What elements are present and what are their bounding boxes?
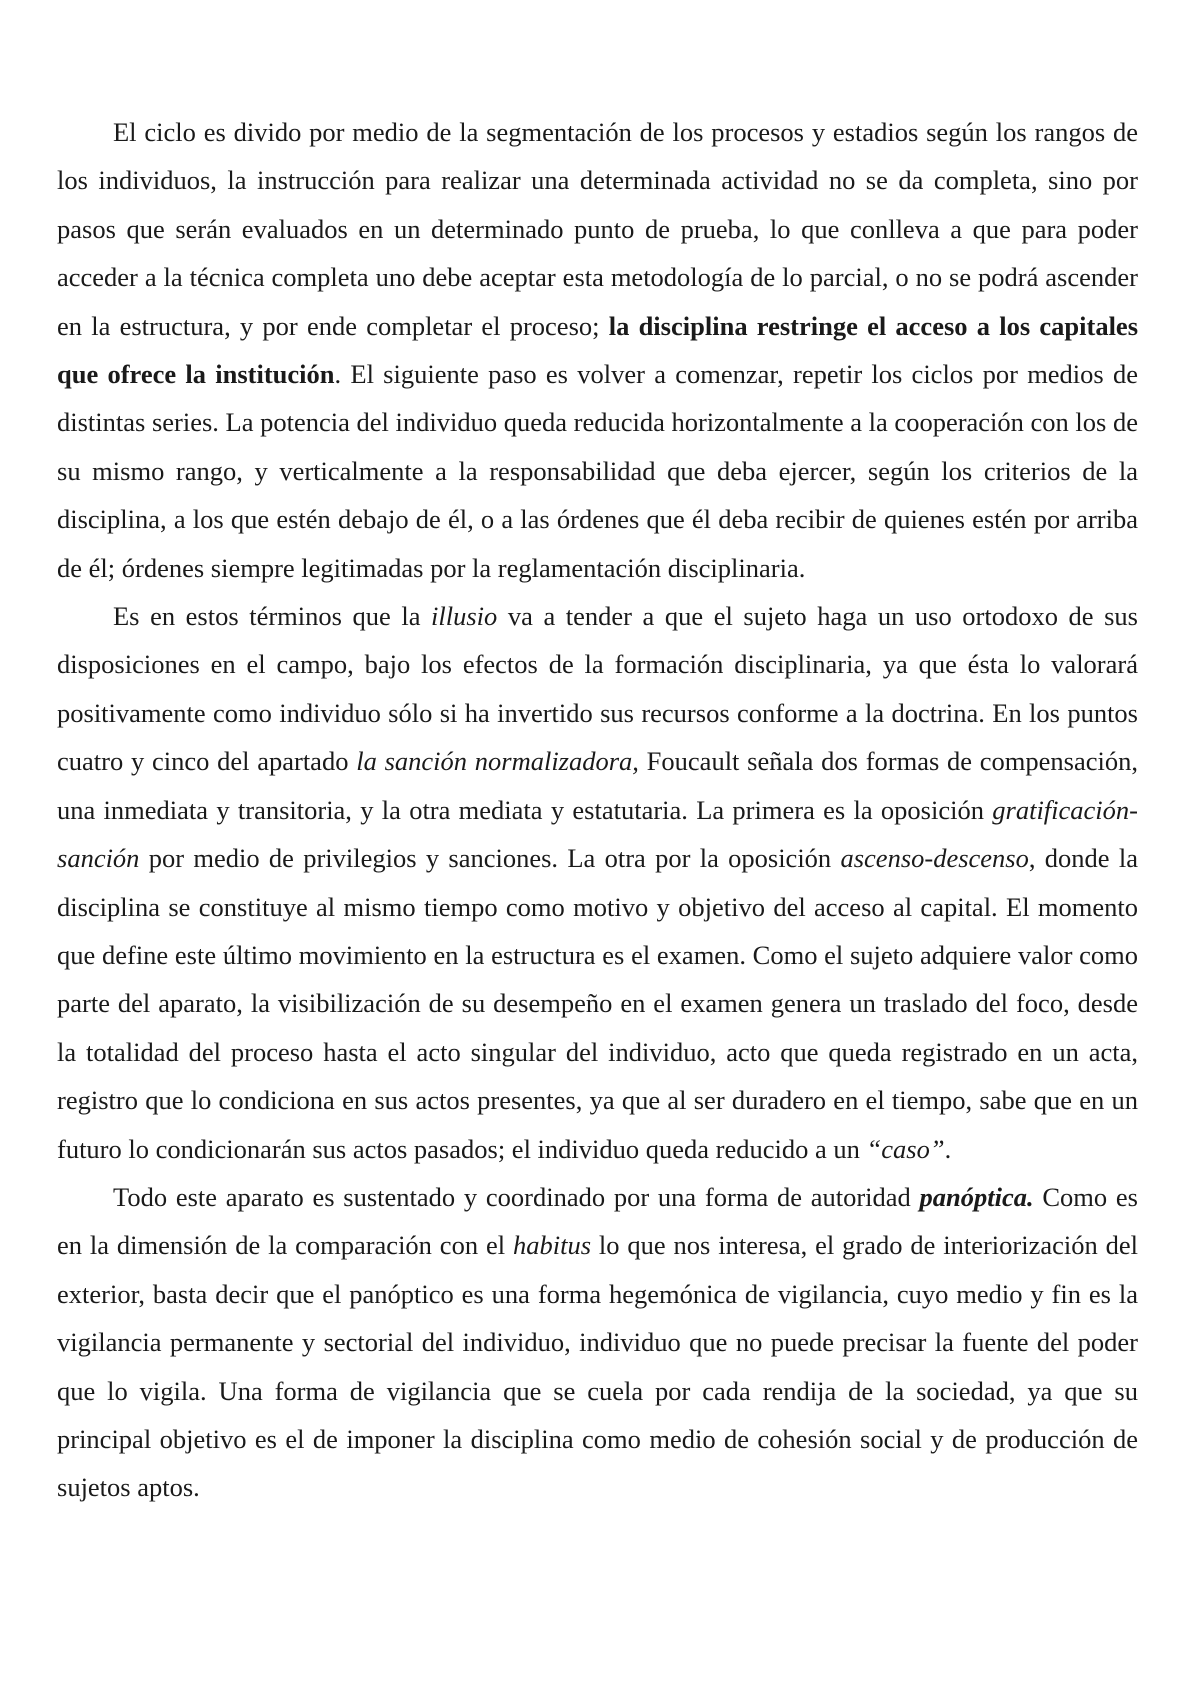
document-page: [57, 108, 1138, 1512]
text-run: lo que nos interesa, el grado de interiorización del exterior, basta decir que el panóptico es una forma hegemónica de vigilancia, cuyo medio y fin es la vigilancia permanente y sectorial del individuo, individuo que no puede precisar la fuente del poder que lo vigila. Una forma de vigilancia que se cuela por cada rendija de la sociedad, ya que su principal objetivo es el de imponer la disciplina como medio de cohesión social y de producción de sujetos aptos.: [57, 1230, 1139, 1503]
italic-text-run: la sanción normalizadora,: [356, 746, 639, 777]
paragraph-3: [57, 1173, 1138, 1512]
paragraph-2: [57, 592, 1138, 1173]
italic-text-run: gratificación-sanción: [57, 794, 1138, 874]
text-run: , donde la disciplina se constituye al mismo tiempo como motivo y objetivo del acceso al capital. El momento que define este último movimiento en la estructura es el examen. Como el sujeto adquiere valor como parte del aparato, la visibilización de su desempeño en el examen genera un traslado del foco, desde la totalidad del proceso hasta el acto singular del individuo, acto que queda registrado en un acta, registro que lo condiciona en sus actos presentes, ya que al ser duradero en el tiempo, sabe que en un futuro lo condicionarán sus actos pasados; el individuo queda reducido a un: [57, 843, 1138, 1164]
italic-text-run: illusio: [431, 601, 498, 632]
italic-text-run: habitus: [512, 1230, 592, 1261]
paragraph-1: [57, 108, 1138, 592]
text-run: Foucault señala dos formas de compensación, una inmediata y transitoria, y la otra mediata y estatutaria. La primera es la oposición: [57, 746, 1139, 825]
italic-text-run: ascenso-descenso: [840, 843, 1029, 874]
text-run: Es en estos términos que la: [113, 601, 432, 632]
bold-italic-text-run: panóptica.: [919, 1181, 1034, 1212]
text-run: por medio de privilegios y sanciones. La otra por la oposición: [139, 843, 841, 874]
italic-text-run: “caso”: [866, 1133, 945, 1164]
text-run: . El siguiente paso es volver a comenzar, repetir los ciclos por medios de distintas series. La potencia del individuo queda reducida horizontalmente a la cooperación con los de su mismo rango, y verticalmente a la responsabilidad que deba ejercer, según los criterios de la disciplina, a los que estén debajo de él, o a las órdenes que él deba recibir de quienes estén por arriba de él; órdenes siempre legitimadas por la reglamentación disciplinaria.: [57, 359, 1138, 583]
text-run: va a tender a que el sujeto haga un uso ortodoxo de sus disposiciones en el campo, bajo los efectos de la formación disciplinaria, ya que ésta lo valorará positivamente como individuo sólo si ha invertido sus recursos conforme a la doctrina. En los puntos cuatro y cinco del apartado: [57, 601, 1138, 777]
text-run: El ciclo es divido por medio de la segmentación de los procesos y estadios según los rangos de los individuos, la instrucción para realizar una determinada actividad no se da completa, sino por pasos que serán evaluados en un determinado punto de prueba, lo que conlleva a que para poder acceder a la técnica completa uno debe aceptar esta metodología de lo parcial, o no se podrá ascender en la estructura, y por ende completar el proceso;: [57, 117, 1138, 341]
bold-text-run: la disciplina restringe el acceso a los capitales que ofrece la institución: [57, 310, 1139, 390]
text-run: .: [944, 1133, 952, 1164]
text-run: Como es en la dimensión de la comparación con el: [57, 1181, 1138, 1261]
text-run: Todo este aparato es sustentado y coordinado por una forma de autoridad: [113, 1181, 920, 1212]
